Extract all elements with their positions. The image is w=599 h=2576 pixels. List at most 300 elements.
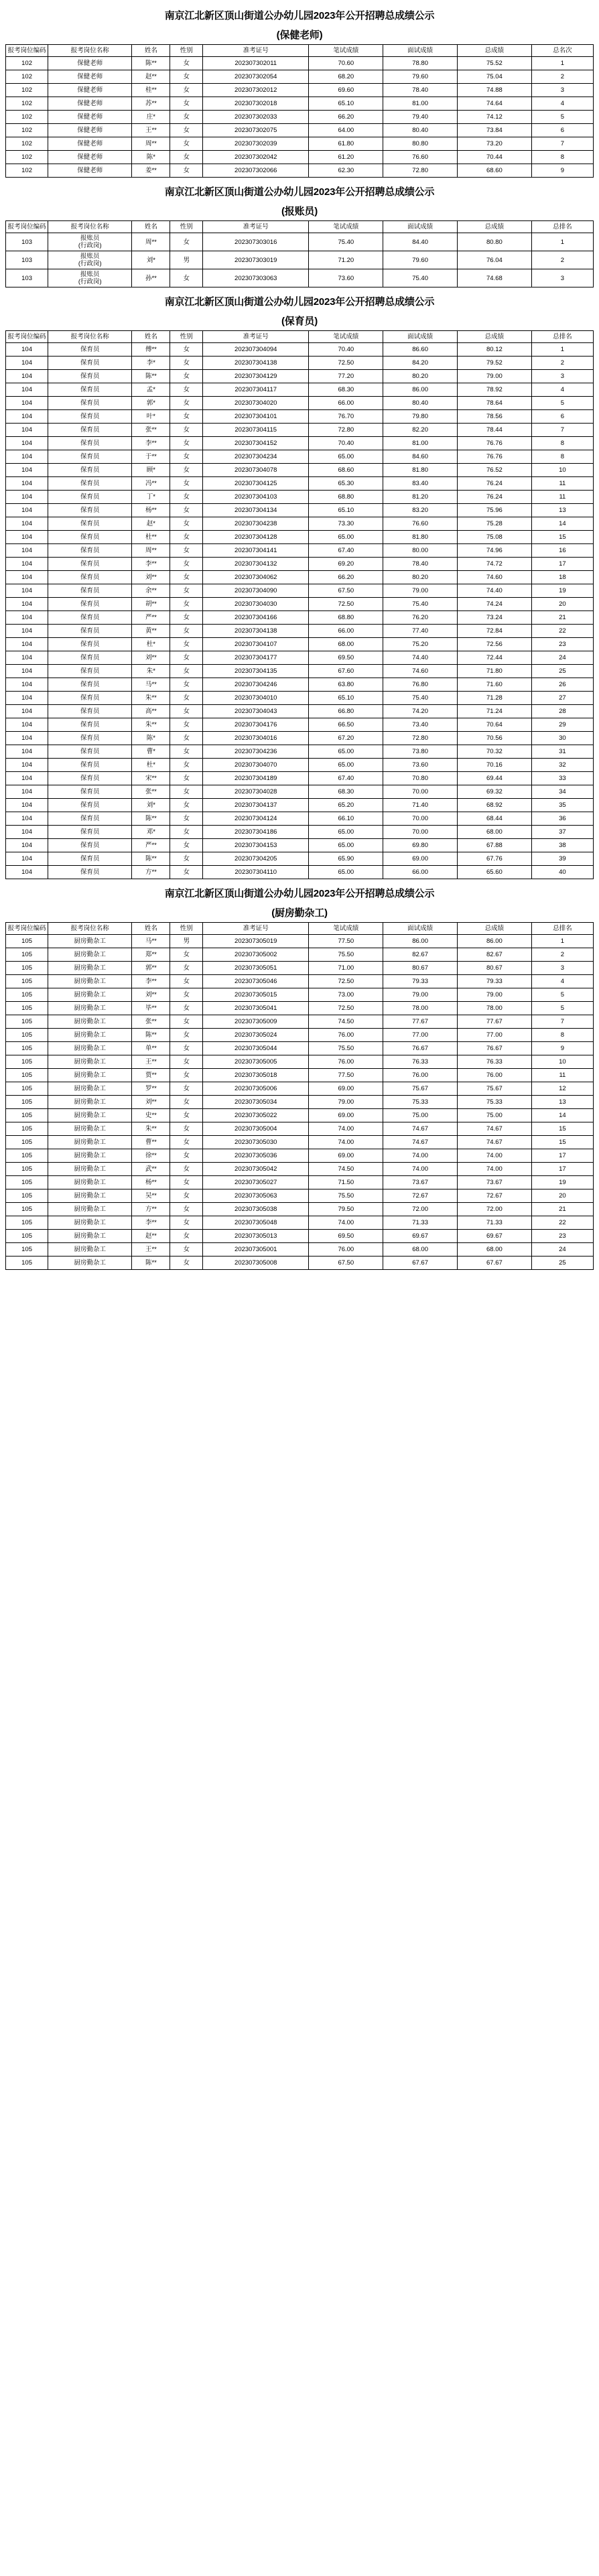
table-cell: 104 [6, 772, 48, 785]
table-cell: 6 [531, 124, 593, 137]
table-cell: 保育员 [48, 692, 132, 705]
table-cell: 80.40 [383, 124, 458, 137]
table-cell: 73.67 [458, 1176, 532, 1189]
table-cell: 周** [132, 233, 170, 251]
table-cell: 66.20 [309, 571, 383, 584]
table-cell: 104 [6, 732, 48, 745]
table-cell: 王** [132, 1243, 170, 1257]
table-row [6, 975, 594, 988]
table-row [6, 799, 594, 812]
table-cell: 202307305027 [203, 1176, 309, 1189]
table-cell: 朱** [132, 1122, 170, 1136]
table-cell: 女 [170, 705, 203, 718]
table-cell: 女 [170, 584, 203, 598]
table-cell: 保育员 [48, 852, 132, 866]
table-cell: 76.24 [458, 477, 532, 491]
table-cell: 66.50 [309, 718, 383, 732]
table-cell: 23 [531, 638, 593, 651]
table-cell: 104 [6, 705, 48, 718]
table-cell: 102 [6, 57, 48, 70]
table-cell: 67.40 [309, 772, 383, 785]
table-row [6, 988, 594, 1002]
table-cell: 严** [132, 839, 170, 852]
table-cell: 王** [132, 1055, 170, 1069]
table-row [6, 544, 594, 558]
table-row [6, 732, 594, 745]
table-cell: 77.20 [309, 370, 383, 383]
table-cell: 76.70 [309, 410, 383, 424]
table-cell: 74.67 [383, 1136, 458, 1149]
table-cell: 厨房勤杂工 [48, 1163, 132, 1176]
table-row [6, 251, 594, 269]
table-row [6, 343, 594, 357]
table-cell: 13 [531, 504, 593, 517]
column-header: 准考证号 [203, 331, 309, 343]
table-cell: 女 [170, 948, 203, 962]
table-cell: 86.00 [383, 935, 458, 948]
table-cell: 78.40 [383, 558, 458, 571]
table-cell: 保育员 [48, 732, 132, 745]
table-cell: 202307304043 [203, 705, 309, 718]
table-cell: 202307304124 [203, 812, 309, 826]
table-cell: 202307303016 [203, 233, 309, 251]
column-header: 报考岗位名称 [48, 331, 132, 343]
table-cell: 朱* [132, 665, 170, 678]
table-cell: 202307304016 [203, 732, 309, 745]
table-cell: 报账员 (行政岗) [48, 269, 132, 287]
table-cell: 74.00 [383, 1149, 458, 1163]
column-header: 准考证号 [203, 221, 309, 233]
table-row [6, 137, 594, 151]
table-cell: 202307304128 [203, 531, 309, 544]
table-row [6, 785, 594, 799]
table-cell: 75.40 [383, 269, 458, 287]
table-cell: 104 [6, 866, 48, 879]
table-cell: 66.10 [309, 812, 383, 826]
table-cell: 2 [531, 251, 593, 269]
table-row [6, 1042, 594, 1055]
table-cell: 74.12 [458, 111, 532, 124]
table-cell: 67.50 [309, 584, 383, 598]
table-cell: 104 [6, 424, 48, 437]
table-cell: 李** [132, 437, 170, 450]
table-cell: 70.80 [383, 772, 458, 785]
table-cell: 202307305038 [203, 1203, 309, 1216]
table-cell: 104 [6, 651, 48, 665]
column-header: 报考岗位名称 [48, 45, 132, 57]
table-cell: 4 [531, 97, 593, 111]
table-cell: 80.40 [383, 397, 458, 410]
table-cell: 女 [170, 437, 203, 450]
table-cell: 李* [132, 357, 170, 370]
table-row [6, 424, 594, 437]
table-cell: 叶* [132, 410, 170, 424]
table-cell: 202307302011 [203, 57, 309, 70]
table-cell: 1 [531, 343, 593, 357]
table-cell: 74.24 [458, 598, 532, 611]
table-cell: 65.00 [309, 531, 383, 544]
table-row [6, 852, 594, 866]
table-row [6, 57, 594, 70]
table-cell: 5 [531, 988, 593, 1002]
table-cell: 76.60 [383, 517, 458, 531]
table-cell: 61.20 [309, 151, 383, 164]
table-cell: 105 [6, 1082, 48, 1096]
table-cell: 2 [531, 948, 593, 962]
table-cell: 73.80 [383, 745, 458, 759]
table-cell: 202307304101 [203, 410, 309, 424]
table-cell: 女 [170, 839, 203, 852]
table-row [6, 269, 594, 287]
table-cell: 保育员 [48, 357, 132, 370]
table-cell: 3 [531, 269, 593, 287]
table-cell: 105 [6, 1257, 48, 1270]
table-cell: 女 [170, 678, 203, 692]
table-cell: 105 [6, 975, 48, 988]
table-cell: 76.33 [458, 1055, 532, 1069]
table-cell: 71.00 [309, 962, 383, 975]
table-cell: 105 [6, 1055, 48, 1069]
table-row [6, 866, 594, 879]
table-cell: 74.50 [309, 1163, 383, 1176]
table-cell: 女 [170, 665, 203, 678]
table-cell: 保育员 [48, 785, 132, 799]
table-cell: 202307304062 [203, 571, 309, 584]
table-cell: 202307305006 [203, 1082, 309, 1096]
table-cell: 保育员 [48, 759, 132, 772]
table-cell: 保育员 [48, 718, 132, 732]
table-cell: 高** [132, 705, 170, 718]
table-cell: 75.20 [383, 638, 458, 651]
table-cell: 68.30 [309, 785, 383, 799]
table-cell: 105 [6, 1122, 48, 1136]
table-cell: 36 [531, 812, 593, 826]
table-cell: 史** [132, 1109, 170, 1122]
table-cell: 3 [531, 370, 593, 383]
table-cell: 75.33 [458, 1096, 532, 1109]
table-cell: 202307305048 [203, 1216, 309, 1230]
column-header: 报考岗位编码 [6, 45, 48, 57]
table-cell: 15 [531, 531, 593, 544]
table-row [6, 935, 594, 948]
table-cell: 78.00 [383, 1002, 458, 1015]
table-cell: 202307305004 [203, 1122, 309, 1136]
table-cell: 104 [6, 785, 48, 799]
table-cell: 姜** [132, 164, 170, 178]
table-cell: 30 [531, 732, 593, 745]
table-cell: 保育员 [48, 531, 132, 544]
table-cell: 202307305044 [203, 1042, 309, 1055]
table-cell: 202307304166 [203, 611, 309, 625]
table-cell: 女 [170, 812, 203, 826]
table-cell: 76.67 [458, 1042, 532, 1055]
table-cell: 武** [132, 1163, 170, 1176]
table-cell: 71.28 [458, 692, 532, 705]
table-cell: 孙** [132, 269, 170, 287]
table-cell: 72.56 [458, 638, 532, 651]
table-cell: 104 [6, 611, 48, 625]
table-cell: 女 [170, 826, 203, 839]
table-cell: 65.10 [309, 692, 383, 705]
table-cell: 女 [170, 558, 203, 571]
table-cell: 104 [6, 826, 48, 839]
table-cell: 202307304234 [203, 450, 309, 464]
table-row [6, 1203, 594, 1216]
table-cell: 202307305034 [203, 1096, 309, 1109]
table-cell: 72.67 [458, 1189, 532, 1203]
results-table [5, 220, 594, 287]
table-cell: 女 [170, 571, 203, 584]
table-cell: 女 [170, 137, 203, 151]
column-header: 姓名 [132, 45, 170, 57]
table-cell: 202307305019 [203, 935, 309, 948]
column-header: 报考岗位名称 [48, 923, 132, 935]
column-header: 姓名 [132, 221, 170, 233]
table-cell: 女 [170, 975, 203, 988]
table-cell: 女 [170, 1149, 203, 1163]
table-cell: 79.33 [458, 975, 532, 988]
table-cell: 邓* [132, 826, 170, 839]
table-row [6, 692, 594, 705]
table-cell: 68.60 [458, 164, 532, 178]
table-row [6, 1055, 594, 1069]
table-cell: 厨房勤杂工 [48, 1216, 132, 1230]
table-cell: 202307304141 [203, 544, 309, 558]
table-cell: 104 [6, 718, 48, 732]
table-cell: 37 [531, 826, 593, 839]
table-cell: 76.24 [458, 491, 532, 504]
table-cell: 保育员 [48, 611, 132, 625]
table-cell: 厨房勤杂工 [48, 988, 132, 1002]
table-cell: 王** [132, 124, 170, 137]
table-row [6, 491, 594, 504]
table-cell: 105 [6, 1216, 48, 1230]
table-cell: 84.60 [383, 450, 458, 464]
table-cell: 黄** [132, 625, 170, 638]
table-row [6, 410, 594, 424]
table-cell: 67.67 [458, 1257, 532, 1270]
table-cell: 杜* [132, 638, 170, 651]
table-cell: 顾* [132, 464, 170, 477]
table-cell: 72.50 [309, 598, 383, 611]
table-row [6, 504, 594, 517]
table-cell: 74.72 [458, 558, 532, 571]
table-cell: 67.50 [309, 1257, 383, 1270]
table-cell: 张** [132, 424, 170, 437]
table-cell: 杨** [132, 1176, 170, 1189]
table-cell: 69.50 [309, 651, 383, 665]
table-cell: 24 [531, 1243, 593, 1257]
table-cell: 105 [6, 935, 48, 948]
column-header: 总成绩 [458, 331, 532, 343]
table-cell: 69.80 [383, 839, 458, 852]
table-cell: 厨房勤杂工 [48, 935, 132, 948]
table-cell: 79.33 [383, 975, 458, 988]
table-row [6, 705, 594, 718]
table-cell: 202307304028 [203, 785, 309, 799]
table-cell: 202307305005 [203, 1055, 309, 1069]
table-cell: 女 [170, 397, 203, 410]
table-cell: 21 [531, 1203, 593, 1216]
table-cell: 1 [531, 57, 593, 70]
table-cell: 男 [170, 935, 203, 948]
table-cell: 女 [170, 625, 203, 638]
table-cell: 厨房勤杂工 [48, 975, 132, 988]
table-cell: 厨房勤杂工 [48, 1149, 132, 1163]
table-cell: 保育员 [48, 638, 132, 651]
table-cell: 保育员 [48, 517, 132, 531]
table-cell: 80.20 [383, 370, 458, 383]
table-cell: 女 [170, 692, 203, 705]
table-cell: 6 [531, 410, 593, 424]
table-cell: 贾** [132, 1069, 170, 1082]
table-row [6, 1189, 594, 1203]
table-cell: 68.00 [309, 638, 383, 651]
table-cell: 105 [6, 1002, 48, 1015]
table-cell: 79.52 [458, 357, 532, 370]
table-cell: 罗** [132, 1082, 170, 1096]
table-cell: 76.00 [383, 1069, 458, 1082]
table-cell: 保育员 [48, 799, 132, 812]
column-header: 报考岗位编码 [6, 923, 48, 935]
table-cell: 71.33 [458, 1216, 532, 1230]
table-cell: 83.20 [383, 504, 458, 517]
table-cell: 杨** [132, 504, 170, 517]
table-cell: 202307304153 [203, 839, 309, 852]
table-cell: 李** [132, 975, 170, 988]
table-cell: 202307304138 [203, 625, 309, 638]
table-cell: 202307304137 [203, 799, 309, 812]
table-cell: 女 [170, 97, 203, 111]
table-cell: 61.80 [309, 137, 383, 151]
table-cell: 102 [6, 84, 48, 97]
table-cell: 74.40 [458, 584, 532, 598]
table-cell: 女 [170, 1122, 203, 1136]
table-cell: 202307305051 [203, 962, 309, 975]
table-cell: 38 [531, 839, 593, 852]
table-cell: 104 [6, 464, 48, 477]
table-cell: 厨房勤杂工 [48, 962, 132, 975]
table-cell: 75.40 [309, 233, 383, 251]
table-cell: 72.50 [309, 357, 383, 370]
table-row [6, 1002, 594, 1015]
table-cell: 厨房勤杂工 [48, 1230, 132, 1243]
table-cell: 76.00 [309, 1055, 383, 1069]
table-cell: 女 [170, 1082, 203, 1096]
table-cell: 15 [531, 1122, 593, 1136]
table-cell: 79.60 [383, 70, 458, 84]
table-cell: 69.00 [309, 1082, 383, 1096]
table-cell: 105 [6, 1176, 48, 1189]
results-table [5, 44, 594, 178]
table-cell: 81.20 [383, 491, 458, 504]
table-cell: 女 [170, 1176, 203, 1189]
table-row [6, 772, 594, 785]
table-cell: 保育员 [48, 424, 132, 437]
table-row [6, 383, 594, 397]
table-cell: 105 [6, 1243, 48, 1257]
table-cell: 75.00 [383, 1109, 458, 1122]
table-cell: 刘** [132, 988, 170, 1002]
table-cell: 81.80 [383, 531, 458, 544]
table-cell: 82.20 [383, 424, 458, 437]
table-cell: 4 [531, 383, 593, 397]
table-cell: 202307304138 [203, 357, 309, 370]
table-cell: 20 [531, 598, 593, 611]
table-cell: 74.20 [383, 705, 458, 718]
table-cell: 保育员 [48, 839, 132, 852]
table-cell: 29 [531, 718, 593, 732]
table-cell: 66.20 [309, 111, 383, 124]
table-cell: 80.67 [458, 962, 532, 975]
table-cell: 保育员 [48, 598, 132, 611]
table-cell: 69.60 [309, 84, 383, 97]
table-cell: 严** [132, 611, 170, 625]
table-cell: 杜* [132, 759, 170, 772]
table-cell: 105 [6, 948, 48, 962]
table-cell: 73.60 [309, 269, 383, 287]
column-header: 报考岗位编码 [6, 221, 48, 233]
table-cell: 保育员 [48, 477, 132, 491]
table-cell: 女 [170, 1163, 203, 1176]
table-cell: 65.60 [458, 866, 532, 879]
table-cell: 76.80 [383, 678, 458, 692]
table-cell: 78.64 [458, 397, 532, 410]
table-cell: 17 [531, 1149, 593, 1163]
table-cell: 方** [132, 866, 170, 879]
table-cell: 76.76 [458, 450, 532, 464]
table-cell: 23 [531, 1230, 593, 1243]
table-cell: 84.20 [383, 357, 458, 370]
table-cell: 104 [6, 397, 48, 410]
table-cell: 82.67 [383, 948, 458, 962]
table-cell: 202307305063 [203, 1189, 309, 1203]
table-row [6, 759, 594, 772]
table-cell: 67.67 [383, 1257, 458, 1270]
table-cell: 1 [531, 935, 593, 948]
column-header: 笔试成绩 [309, 923, 383, 935]
table-row [6, 611, 594, 625]
table-cell: 报账员 (行政岗) [48, 233, 132, 251]
table-cell: 8 [531, 437, 593, 450]
table-cell: 女 [170, 732, 203, 745]
table-cell: 女 [170, 598, 203, 611]
table-cell: 吴** [132, 1189, 170, 1203]
column-header: 笔试成绩 [309, 221, 383, 233]
table-cell: 保育员 [48, 544, 132, 558]
table-cell: 75.50 [309, 1189, 383, 1203]
table-cell: 68.20 [309, 70, 383, 84]
table-row [6, 517, 594, 531]
table-cell: 报账员 (行政岗) [48, 251, 132, 269]
table-cell: 202307304090 [203, 584, 309, 598]
table-cell: 76.20 [383, 611, 458, 625]
table-cell: 孟* [132, 383, 170, 397]
table-cell: 66.00 [309, 397, 383, 410]
table-cell: 78.40 [383, 84, 458, 97]
table-row [6, 70, 594, 84]
table-cell: 76.00 [458, 1069, 532, 1082]
table-cell: 女 [170, 1055, 203, 1069]
results-document [0, 0, 599, 1281]
table-row [6, 571, 594, 584]
table-cell: 75.67 [383, 1082, 458, 1096]
table-cell: 65.00 [309, 839, 383, 852]
table-cell: 厨房勤杂工 [48, 1002, 132, 1015]
table-cell: 104 [6, 491, 48, 504]
column-header: 笔试成绩 [309, 331, 383, 343]
table-cell: 202307304177 [203, 651, 309, 665]
